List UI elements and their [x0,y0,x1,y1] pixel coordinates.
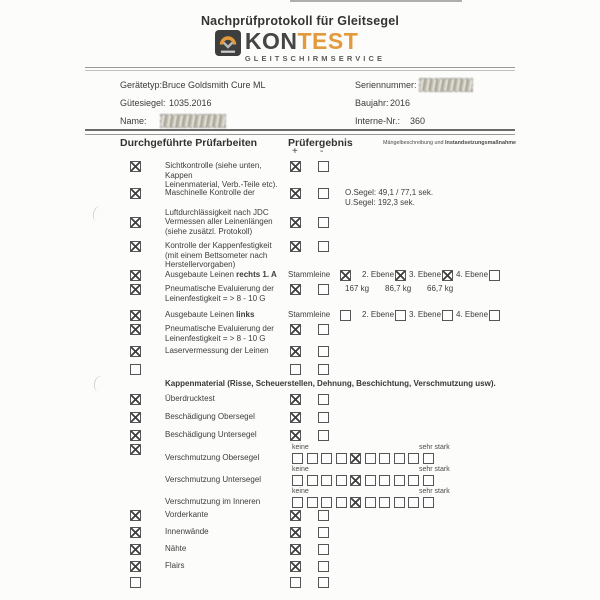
scale-ober-8 [408,453,419,464]
scale-ober-9 [423,453,434,464]
row-label: Ausgebaute Leinen links [165,310,255,319]
row-label: Ausgebaute Leinen rechts 1. A [165,270,277,279]
checkbox-besch-ober-minus [318,412,329,423]
scale-unter-7 [394,475,405,486]
checkbox-besch-unter-done [130,430,141,441]
checkbox-flairs-done [130,561,141,572]
logo-wordmark: KONTEST [244,28,359,54]
checkbox-verm-minus [318,217,329,228]
osegel-value: O.Segel: 49,1 / 77,1 sek. [345,188,434,197]
row-label: Sichtkontrolle (siehe unten, Kappen Leinenmaterial, Verb.-Teile etc). [165,161,278,189]
scale-ober-0 [292,453,303,464]
checkbox-rechts-ebene4 [489,270,500,281]
scale-unter-2 [321,475,332,486]
checkbox-ueberdruck-minus [318,394,329,405]
scale-max-label: sehr stark [419,444,450,451]
checkbox-verm-plus [290,217,301,228]
interne-nr-label: Interne-Nr.: [355,116,401,126]
scale-ober-3 [336,453,347,464]
checkbox-verschmutzung-done [130,444,141,455]
scale-innen-9 [423,497,434,508]
checkbox-flairs-minus [318,561,329,572]
scale-ober-7 [394,453,405,464]
checkbox-pneum-r-plus [290,284,301,295]
checkbox-pneum-r-done [130,284,141,295]
scale-unter-1 [307,475,318,486]
checkbox-masch-done [130,188,141,199]
guetesiegel-label: Gütesiegel: [120,98,166,108]
scale-ober-6 [379,453,390,464]
checkbox-links-done [130,310,141,321]
seriennummer-label: Seriennummer: [355,80,417,90]
checkbox-links-stammleine [340,310,351,321]
name-label: Name: [120,116,147,126]
ebene4-label: 4. Ebene [456,270,489,279]
checkbox-laser-done [130,346,141,357]
scale-unter-3 [336,475,347,486]
checkbox-naehte-done [130,544,141,555]
scale-innen-7 [394,497,405,508]
checkbox-besch-unter-plus [290,430,301,441]
checkbox-empty1-plus [290,364,301,375]
row-label: Überdrucktest [165,394,215,403]
checkbox-laser-minus [318,346,329,357]
checkbox-pneum-l-plus [290,324,301,335]
checkbox-laser-plus [290,346,301,357]
scale-innen-1 [307,497,318,508]
checkbox-flairs-plus [290,561,301,572]
checkbox-rechts-stammleine [340,270,351,281]
scale-min-label: keine [292,466,309,473]
checkbox-ueberdruck-plus [290,394,301,405]
row-label: Verschmutzung Obersegel [165,453,260,462]
ebene3-kg-value: 66,7 kg [427,284,454,293]
checkbox-links-ebene3 [442,310,453,321]
row-label: Beschädigung Obersegel [165,412,255,421]
checkbox-pneum-l-minus [318,324,329,335]
scale-unter-0 [292,475,303,486]
scale-unter-6 [379,475,390,486]
logo-subtitle: GLEITSCHIRMSERVICE [244,54,386,63]
section-header-kappenmaterial: Kappenmaterial (Risse, Scheuerstellen, Dehnung, Beschichtung, Verschmutzung usw). [165,379,496,388]
usegel-value: U.Segel: 192,3 sek. [345,198,415,207]
ebene4-label: 4. Ebene [456,310,489,319]
checkbox-empty1-minus [318,364,329,375]
row-label: Flairs [165,561,185,570]
scale-max-label: sehr stark [419,466,450,473]
checkbox-links-ebene4 [489,310,500,321]
row-label: Laservermessung der Leinen [165,346,269,355]
row-label: Vermessen aller Leinenlängen (siehe zusätzl. Protokoll) [165,217,273,236]
document-title: Nachprüfprotokoll für Gleitsegel [200,14,400,28]
checkbox-verm-done [130,217,141,228]
checkbox-besch-ober-plus [290,412,301,423]
stammleine-label: Stammleine [288,310,331,319]
scale-innen-6 [379,497,390,508]
minus-column-symbol: - [320,146,324,157]
scale-innen-8 [408,497,419,508]
checkbox-empty2-minus [318,577,329,588]
checkbox-empty2-done [130,577,141,588]
checkbox-empty1-done [130,364,141,375]
checkbox-rechts-ebene3 [442,270,453,281]
scale-ober-5 [365,453,376,464]
row-label: Beschädigung Untersegel [165,430,257,439]
checkbox-pneum-l-done [130,324,141,335]
row-label: Nähte [165,544,187,553]
checkbox-naehte-minus [318,544,329,555]
checkbox-kontr-plus [290,241,301,252]
checkbox-ueberdruck-done [130,394,141,405]
checkbox-sicht-plus [290,161,301,172]
baujahr-value: 2016 [390,98,411,108]
checkbox-pneum-r-minus [318,284,329,295]
row-label: Pneumatische Evaluierung der Leinenfestigkeit = > 8 - 10 G [165,324,274,343]
ebene2-label: 2. Ebene [362,270,395,279]
checkbox-besch-ober-done [130,412,141,423]
geraetetyp-label: Gerätetyp: [120,80,163,90]
ebene2-label: 2. Ebene [362,310,395,319]
stammleine-label: Stammleine [288,270,331,279]
column-header-notes: Mängelbeschreibung und Instandsetzungsmaßnahme [383,140,517,146]
checkbox-vorderkante-minus [318,510,329,521]
jdc-measurements [345,188,433,208]
ebene2-kg-value: 86,7 kg [385,284,412,293]
scale-max-label: sehr stark [419,488,450,495]
scale-min-label: keine [292,488,309,495]
scale-unter-4 [350,475,361,486]
scale-innen-0 [292,497,303,508]
row-label: Innenwände [165,527,209,536]
geraetetyp-value: Bruce Goldsmith Cure ML [162,80,266,90]
scale-min-label: keine [292,444,309,451]
checkbox-vorderkante-done [130,510,141,521]
checkbox-innenwaende-plus [290,527,301,538]
column-header-pruefarbeiten: Durchgeführte Prüfarbeiten [120,137,258,149]
ebene3-label: 3. Ebene [409,310,442,319]
row-label: Maschinelle Kontrolle der Luftdurchlässigkeit nach JDC [165,188,269,217]
row-label: Vorderkante [165,510,209,519]
checkbox-kontr-minus [318,241,329,252]
checkbox-sicht-minus [318,161,329,172]
checkbox-naehte-plus [290,544,301,555]
baujahr-label: Baujahr: [355,98,389,108]
checkbox-rechts-ebene2 [395,270,406,281]
scale-innen-5 [365,497,376,508]
checkbox-sicht-done [130,161,141,172]
scale-innen-3 [336,497,347,508]
scale-ober-2 [321,453,332,464]
checkbox-innenwaende-minus [318,527,329,538]
interne-nr-value: 360 [410,116,426,126]
checkbox-empty2-plus [290,577,301,588]
scale-unter-5 [365,475,376,486]
column-header-pruefergebnis: Prüfergebnis [288,137,353,149]
row-label: Verschmutzung Untersegel [165,475,262,484]
checkbox-masch-minus [318,188,329,199]
row-label: Verschmutzung im Inneren [165,497,261,506]
scale-innen-2 [321,497,332,508]
plus-column-symbol: + [292,146,298,157]
checkbox-links-ebene2 [395,310,406,321]
checkbox-kontr-done [130,241,141,252]
scale-innen-4 [350,497,361,508]
row-label: Pneumatische Evaluierung der Leinenfestigkeit = > 8 - 10 G [165,284,274,303]
guetesiegel-value: 1035.2016 [169,98,212,108]
scale-unter-8 [408,475,419,486]
checkbox-vorderkante-plus [290,510,301,521]
row-label: Kontrolle der Kappenfestigkeit (mit einem Bettsometer nach Herstellervorgaben) [165,241,272,269]
scale-ober-1 [307,453,318,464]
stammleine-kg-value: 167 kg [345,284,370,293]
checkbox-innenwaende-done [130,527,141,538]
scale-ober-4 [350,453,361,464]
checkbox-masch-plus [290,188,301,199]
checkbox-besch-unter-minus [318,430,329,441]
scale-unter-9 [423,475,434,486]
ebene3-label: 3. Ebene [409,270,442,279]
checkbox-rechts-done [130,270,141,281]
